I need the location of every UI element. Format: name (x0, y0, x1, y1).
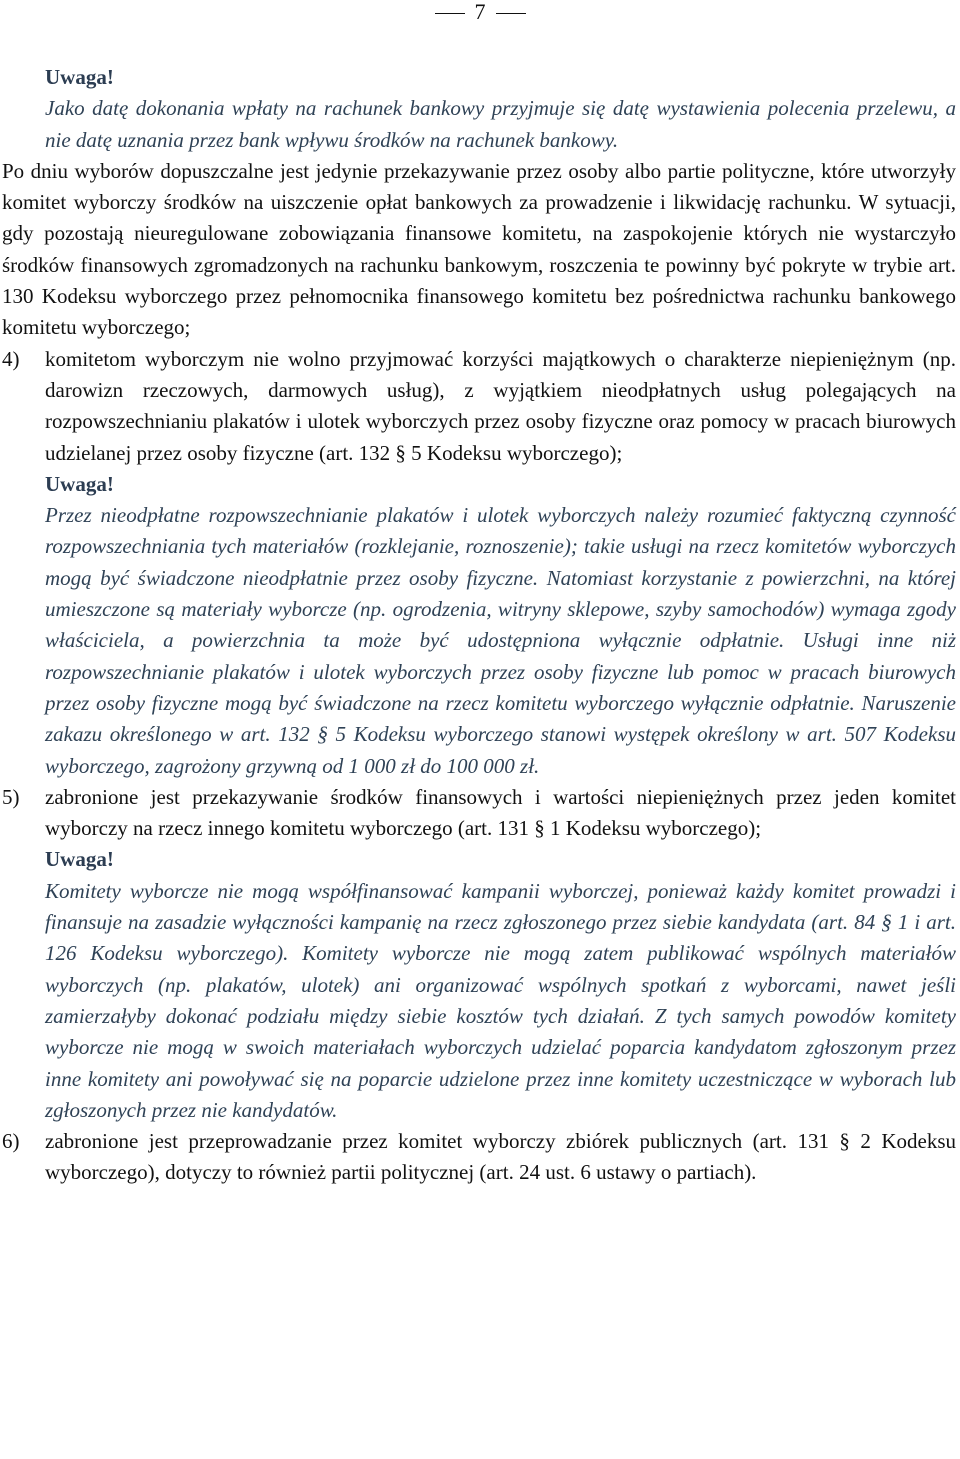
document-body (2, 62, 956, 1189)
body-paragraph: Po dniu wyborów dopuszczalne jest jedynie przekazywanie przez osoby albo partie polityczne, które utworzyły komitet wyborczy środków na uiszczenie opłat bankowych za prowadzenie i likwidację rachunku. W sytuacji, gdy pozostają nieuregulowane zobowiązania finansowe komitetu, na zaspokojenie których nie wystarczyło środków finansowych zgromadzonych na rachunku bankowym, roszczenia te powinny być pokryte w trybie art. 130 Kodeksu wyborczego przez pełnomocnika finansowego komitetu bez pośrednictwa rachunku bankowego komitetu wyborczego; (2, 158, 956, 340)
list-item-text: komitetom wyborczym nie wolno przyjmować korzyści majątkowych o charakterze niepieniężnym (np. darowizn rzeczowych, darmowych usług), z wyjątkiem nieodpłatnych usług polegających na rozpowszechnianiu plakatów i ulotek wyborczych przez osoby fizyczne oraz pomocy w pracach biurowych udzielanej przez osoby fizyczne (art. 132 § 5 Kodeksu wyborczego); (45, 346, 956, 465)
warning-note: Jako datę dokonania wpłaty na rachunek bankowy przyjmuje się datę wystawienia polecenia przelewu, a nie datę uznania przez bank wpływu środków na rachunek bankowy. (45, 96, 956, 152)
warning-note: Komitety wyborcze nie mogą współfinansować kampanii wyborczej, ponieważ każdy komitet prowadzi i finansuje na zasadzie wyłączności kampanię na rzecz zgłoszonego przez siebie kandydata (art. 84 § 1 i art. 126 Kodeksu wyborczego). Komitety wyborcze nie mogą zatem publikować wspólnych materiałów wyborczych (np. plakatów, ulotek) ani organizować wspólnych spotkań z wyborcami, nawet jeśli zamierzałyby dokonać podziału między siebie kosztów tych działań. Z tych samych powodów komitety wyborcze nie mogą w swoich materiałach wyborczych udzielać poparcia kandydatom zgłoszonym przez inne komitety ani powoływać się na poparcie udzielone przez inne komitety uczestniczące w wyborach lub zgłoszonych przez nie kandydatów. (45, 878, 956, 1122)
warning-label: Uwaga! (45, 471, 114, 496)
list-item-5 (2, 782, 956, 845)
list-item-number: 4) (2, 346, 20, 371)
list-item-6 (2, 1126, 956, 1189)
page-number-header (0, 0, 960, 26)
list-item-number: 6) (2, 1129, 20, 1154)
list-item-text: zabronione jest przekazywanie środków finansowych i wartości niepieniężnych przez jeden komitet wyborczy na rzecz innego komitetu wyborczego (art. 131 § 1 Kodeksu wyborczego); (45, 784, 956, 841)
page-number: 7 (474, 0, 486, 24)
warning-note: Przez nieodpłatne rozpowszechnianie plakatów i ulotek wyborczych należy rozumieć faktyczną czynność rozpowszechniania tych materiałów (rozklejanie, roznoszenie); takie usługi na rzecz komitetów wyborczych mogą być świadczone nieodpłatnie przez osoby fizyczne. Natomiast korzystanie z powierzchni, na której umieszczone są materiały wyborcze (np. ogrodzenia, witryny sklepowe, szyby samochodów) wymaga zgody właściciela, a powierzchnia ta może być udostępniona wyłącznie odpłatnie. Usługi inne niż rozpowszechnianie plakatów i ulotek wyborczych przez osoby fizyczne lub pomoc w pracach biurowych przez osoby fizyczne mogą być świadczone na rzecz komitetu wyborczego wyłącznie odpłatnie. Naruszenie zakazu określonego w art. 132 § 5 Kodeksu wyborczego stanowi występek określony w art. 507 Kodeksu wyborczego, zagrożony grzywną od 1 000 zł do 100 000 zł. (45, 503, 956, 778)
warning-label: Uwaga! (45, 847, 114, 872)
header-rule-right (496, 13, 526, 14)
header-rule-left (435, 13, 465, 14)
warning-label: Uwaga! (45, 65, 114, 89)
list-item-4 (2, 344, 956, 469)
list-item-text: zabronione jest przeprowadzanie przez komitet wyborczy zbiórek publicznych (art. 131 § 2 Kodeksu wyborczego), dotyczy to również partii politycznej (art. 24 ust. 6 ustawy o partiach). (45, 1129, 956, 1185)
list-item-number: 5) (2, 784, 20, 809)
